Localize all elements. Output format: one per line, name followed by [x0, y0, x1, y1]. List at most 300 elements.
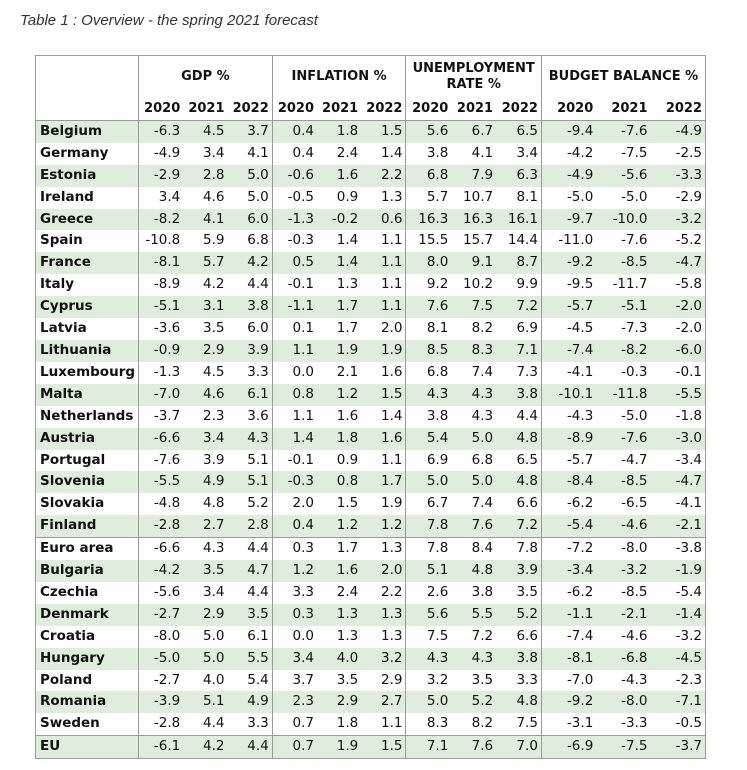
value-cell: 4.4: [247, 583, 269, 600]
value-cell: 4.8: [496, 428, 541, 450]
value-cell: 1.1: [361, 252, 406, 274]
value-cell: -5.0: [621, 407, 648, 424]
value-cell: -8.5: [596, 252, 650, 274]
value-cell: 3.5: [228, 604, 273, 626]
value-cell: 3.1: [183, 296, 227, 318]
value-cell: 1.1: [361, 296, 406, 318]
year-header: 2021: [183, 98, 227, 120]
value-cell: 8.1: [516, 188, 538, 205]
value-cell: -7.6: [139, 450, 184, 472]
value-cell: 3.8: [406, 143, 451, 165]
value-cell: 2.0: [361, 560, 406, 582]
table-row: [36, 538, 706, 560]
value-cell: -9.2: [541, 691, 596, 713]
value-cell: -3.2: [651, 626, 706, 648]
value-cell: -7.4: [541, 340, 596, 362]
value-cell: 2.8: [183, 165, 227, 187]
value-cell: 7.9: [451, 165, 496, 187]
value-cell: 5.0: [406, 471, 451, 493]
value-cell: -0.5: [272, 187, 317, 209]
country-name: France: [36, 252, 139, 274]
value-cell: 7.2: [496, 296, 541, 318]
value-cell: -0.1: [272, 450, 317, 472]
table-row: [36, 713, 706, 735]
value-cell: -9.5: [541, 274, 596, 296]
value-cell: 1.9: [317, 340, 361, 362]
value-cell: 4.4: [203, 715, 225, 732]
value-cell: 0.4: [272, 120, 317, 142]
country-name: Germany: [36, 143, 139, 165]
group-header-unemployment: [406, 56, 541, 99]
value-cell: -3.9: [139, 691, 184, 713]
table-row: [36, 384, 706, 406]
value-cell: 1.5: [361, 120, 406, 142]
value-cell: 4.3: [228, 428, 273, 450]
value-cell: -6.0: [651, 340, 706, 362]
table-row: [36, 340, 706, 362]
value-cell: -5.7: [541, 450, 596, 472]
value-cell: 7.8: [406, 515, 451, 537]
table-row: [36, 406, 706, 428]
value-cell: -8.0: [139, 626, 184, 648]
value-cell: 0.6: [361, 209, 406, 231]
value-cell: -4.6: [621, 627, 648, 644]
country-name: Latvia: [36, 318, 139, 340]
value-cell: 1.3: [361, 538, 406, 560]
table-row: [36, 691, 706, 713]
value-cell: 6.7: [406, 493, 451, 515]
value-cell: 6.9: [516, 320, 538, 337]
value-cell: -2.9: [651, 187, 706, 209]
value-cell: 5.0: [247, 188, 269, 205]
value-cell: 2.7: [183, 515, 227, 537]
value-cell: -4.1: [541, 362, 596, 384]
table-row: [36, 670, 706, 692]
value-cell: -9.2: [541, 252, 596, 274]
table-row: [36, 362, 706, 384]
value-cell: 1.9: [381, 495, 403, 512]
value-cell: 8.3: [451, 340, 496, 362]
value-cell: -3.7: [139, 406, 184, 428]
value-cell: 4.1: [247, 144, 269, 161]
value-cell: 4.3: [406, 384, 451, 406]
value-cell: 4.8: [496, 471, 541, 493]
year-header: 2022: [228, 98, 273, 120]
value-cell: 7.2: [471, 627, 494, 644]
table-row: [36, 143, 706, 165]
value-cell: -2.7: [139, 670, 184, 692]
value-cell: 4.3: [183, 538, 227, 560]
value-cell: 1.1: [381, 715, 403, 732]
value-cell: -6.9: [541, 736, 596, 759]
group-header-gdp: GDP %: [139, 56, 273, 99]
value-cell: 7.0: [496, 736, 541, 759]
value-cell: 0.8: [272, 384, 317, 406]
value-cell: -11.8: [596, 384, 650, 406]
value-cell: 6.7: [451, 120, 496, 142]
value-cell: 5.9: [203, 232, 225, 249]
value-cell: -7.5: [596, 736, 650, 759]
value-cell: -7.2: [541, 538, 596, 560]
value-cell: -3.2: [596, 560, 650, 582]
value-cell: 9.1: [451, 252, 496, 274]
value-cell: 3.5: [516, 583, 538, 600]
country-name: Luxembourg: [36, 362, 139, 384]
value-cell: -4.7: [651, 252, 706, 274]
value-cell: 1.7: [336, 320, 359, 337]
value-cell: 3.5: [203, 320, 225, 337]
value-cell: -2.5: [651, 143, 706, 165]
value-cell: -11.0: [541, 230, 596, 252]
value-cell: 3.4: [516, 144, 538, 161]
value-cell: -8.4: [541, 471, 596, 493]
value-cell: 2.0: [272, 493, 317, 515]
value-cell: 1.6: [336, 407, 359, 424]
value-cell: -6.1: [139, 736, 184, 759]
value-cell: -2.8: [139, 515, 184, 537]
value-cell: 7.6: [451, 736, 496, 759]
value-cell: 1.5: [361, 736, 406, 759]
country-name: Italy: [36, 274, 139, 296]
value-cell: 1.2: [317, 515, 361, 537]
country-name: Austria: [36, 428, 139, 450]
value-cell: -2.9: [139, 165, 184, 187]
value-cell: 3.3: [247, 715, 269, 732]
value-cell: -3.6: [139, 318, 184, 340]
country-name: Poland: [36, 670, 139, 692]
value-cell: -6.3: [139, 120, 184, 142]
value-cell: 4.0: [317, 648, 361, 670]
value-cell: 1.4: [381, 407, 403, 424]
value-cell: -8.1: [139, 252, 184, 274]
value-cell: 1.7: [317, 296, 361, 318]
value-cell: -4.8: [139, 493, 184, 515]
value-cell: 1.4: [317, 252, 361, 274]
year-header: 2020: [139, 98, 184, 120]
value-cell: -4.1: [651, 493, 706, 515]
value-cell: -5.8: [651, 274, 706, 296]
value-cell: 5.0: [451, 471, 496, 493]
value-cell: 2.4: [336, 583, 359, 600]
value-cell: 6.1: [247, 627, 269, 644]
value-cell: -0.1: [651, 362, 706, 384]
value-cell: 1.3: [381, 627, 403, 644]
value-cell: 0.8: [317, 471, 361, 493]
value-cell: -5.1: [596, 296, 650, 318]
value-cell: 5.7: [183, 252, 227, 274]
value-cell: 2.0: [381, 320, 403, 337]
table-row: [36, 165, 706, 187]
value-cell: 5.1: [228, 471, 273, 493]
value-cell: -8.1: [541, 648, 596, 670]
value-cell: -3.4: [651, 450, 706, 472]
country-name: Estonia: [36, 165, 139, 187]
value-cell: -5.5: [651, 384, 706, 406]
value-cell: -6.2: [541, 493, 596, 515]
value-cell: -6.8: [596, 648, 650, 670]
value-cell: -1.4: [651, 604, 706, 626]
country-name: Romania: [36, 691, 139, 713]
value-cell: -7.4: [541, 626, 596, 648]
value-cell: 0.9: [336, 451, 359, 468]
country-name: Hungary: [36, 648, 139, 670]
value-cell: 3.5: [183, 560, 227, 582]
value-cell: -8.5: [596, 471, 650, 493]
value-cell: -2.0: [651, 318, 706, 340]
value-cell: 0.4: [272, 515, 317, 537]
value-cell: 2.9: [317, 691, 361, 713]
value-cell: 6.5: [516, 451, 538, 468]
value-cell: 2.1: [336, 363, 359, 380]
value-cell: 15.7: [463, 232, 494, 249]
value-cell: -7.6: [621, 232, 648, 249]
corner-cell: [36, 56, 139, 99]
value-cell: -4.9: [651, 120, 706, 142]
table-row: [36, 187, 706, 209]
value-cell: 3.3: [247, 363, 269, 380]
value-cell: 5.5: [228, 648, 273, 670]
value-cell: 4.8: [451, 560, 496, 582]
table-row: [36, 560, 706, 582]
table-body: [36, 120, 706, 758]
value-cell: 8.7: [496, 252, 541, 274]
value-cell: -4.9: [139, 143, 184, 165]
value-cell: -7.0: [541, 670, 596, 692]
country-name: Cyprus: [36, 296, 139, 318]
year-header: 2021: [451, 98, 496, 120]
country-name: Euro area: [36, 538, 139, 560]
value-cell: -1.3: [272, 209, 317, 231]
value-cell: 1.1: [272, 340, 317, 362]
value-cell: 3.8: [406, 406, 451, 428]
value-cell: -0.9: [139, 340, 184, 362]
value-cell: -5.7: [541, 296, 596, 318]
value-cell: 1.2: [361, 515, 406, 537]
country-name: Malta: [36, 384, 139, 406]
value-cell: 5.7: [406, 187, 451, 209]
value-cell: 2.4: [336, 144, 359, 161]
value-cell: 3.7: [228, 120, 273, 142]
value-cell: 2.7: [361, 691, 406, 713]
value-cell: 4.2: [228, 252, 273, 274]
value-cell: -4.7: [621, 451, 648, 468]
value-cell: -5.6: [596, 165, 650, 187]
value-cell: 6.8: [406, 362, 451, 384]
country-name: Greece: [36, 209, 139, 231]
country-name: Croatia: [36, 626, 139, 648]
value-cell: 3.8: [496, 648, 541, 670]
country-name: Belgium: [36, 120, 139, 142]
value-cell: 4.4: [247, 276, 269, 293]
value-cell: 6.8: [247, 232, 269, 249]
value-cell: 1.5: [336, 495, 359, 512]
value-cell: 0.1: [272, 318, 317, 340]
value-cell: 5.5: [451, 604, 496, 626]
value-cell: 4.1: [183, 209, 227, 231]
value-cell: -3.3: [621, 715, 648, 732]
table-row: [36, 209, 706, 231]
value-cell: 8.0: [406, 252, 451, 274]
value-cell: 4.3: [451, 384, 496, 406]
value-cell: 5.6: [406, 604, 451, 626]
value-cell: 4.5: [203, 363, 225, 380]
value-cell: 10.2: [463, 276, 494, 293]
value-cell: 3.4: [272, 648, 317, 670]
value-cell: -7.5: [621, 144, 648, 161]
value-cell: 3.3: [516, 671, 538, 688]
country-name: Finland: [36, 515, 139, 537]
value-cell: 7.5: [406, 626, 451, 648]
value-cell: -0.3: [621, 363, 648, 380]
value-cell: 0.0: [272, 362, 317, 384]
value-cell: 5.2: [247, 495, 269, 512]
value-cell: 5.6: [406, 120, 451, 142]
value-cell: 1.8: [336, 715, 359, 732]
value-cell: 8.2: [471, 715, 494, 732]
value-cell: -4.5: [541, 318, 596, 340]
value-cell: 1.6: [361, 428, 406, 450]
value-cell: -3.0: [651, 428, 706, 450]
value-cell: 7.5: [516, 715, 538, 732]
value-cell: 5.0: [406, 691, 451, 713]
value-cell: 4.2: [183, 736, 227, 759]
group-header-inflation: INFLATION %: [272, 56, 406, 99]
value-cell: -5.4: [651, 582, 706, 604]
value-cell: -1.8: [651, 406, 706, 428]
value-cell: 1.8: [317, 120, 361, 142]
value-cell: -11.7: [612, 276, 648, 293]
value-cell: 3.4: [183, 428, 227, 450]
value-cell: 5.4: [406, 428, 451, 450]
value-cell: 3.7: [272, 670, 317, 692]
value-cell: -8.9: [541, 428, 596, 450]
country-name: Slovenia: [36, 471, 139, 493]
value-cell: -2.1: [596, 604, 650, 626]
value-cell: 3.9: [496, 560, 541, 582]
value-cell: 0.9: [336, 188, 359, 205]
value-cell: -5.0: [621, 188, 648, 205]
value-cell: 3.3: [272, 582, 317, 604]
value-cell: -0.5: [651, 713, 706, 735]
value-cell: -4.7: [651, 471, 706, 493]
value-cell: -5.2: [651, 230, 706, 252]
value-cell: 1.4: [381, 144, 403, 161]
value-cell: -1.3: [139, 362, 184, 384]
value-cell: -4.5: [651, 648, 706, 670]
table-row: [36, 230, 706, 252]
value-cell: 16.3: [451, 209, 496, 231]
value-cell: 2.3: [272, 691, 317, 713]
country-name: Netherlands: [36, 406, 139, 428]
value-cell: 8.5: [406, 340, 451, 362]
value-cell: 3.4: [139, 187, 184, 209]
table-row: [36, 296, 706, 318]
value-cell: -8.0: [596, 538, 650, 560]
value-cell: -2.8: [139, 713, 184, 735]
value-cell: 1.4: [336, 232, 359, 249]
value-cell: 3.2: [361, 648, 406, 670]
value-cell: 7.2: [496, 515, 541, 537]
value-cell: 1.2: [317, 384, 361, 406]
year-header: 2021: [317, 98, 361, 120]
value-cell: -8.0: [596, 691, 650, 713]
year-header: 2020: [406, 98, 451, 120]
value-cell: 6.6: [516, 495, 538, 512]
value-cell: -7.0: [139, 384, 184, 406]
table-row: [36, 274, 706, 296]
table-row: [36, 471, 706, 493]
value-cell: 5.0: [451, 428, 496, 450]
value-cell: 9.2: [406, 274, 451, 296]
value-cell: 3.2: [406, 670, 451, 692]
value-cell: -7.3: [621, 320, 648, 337]
value-cell: 1.7: [361, 471, 406, 493]
value-cell: -6.2: [541, 582, 596, 604]
value-cell: -7.1: [651, 691, 706, 713]
value-cell: -1.9: [651, 560, 706, 582]
value-cell: -3.1: [541, 713, 596, 735]
table-row: [36, 515, 706, 537]
value-cell: 1.1: [381, 451, 403, 468]
value-cell: -5.0: [139, 648, 184, 670]
value-cell: 1.7: [317, 538, 361, 560]
value-cell: -10.0: [596, 209, 650, 231]
unemployment-line1: UNEMPLOYMENT: [412, 61, 535, 76]
year-header: 2020: [541, 98, 596, 120]
value-cell: 7.1: [496, 340, 541, 362]
value-cell: -6.6: [139, 428, 184, 450]
value-cell: 4.9: [183, 471, 227, 493]
value-cell: -3.7: [651, 736, 706, 759]
value-cell: 0.3: [272, 604, 317, 626]
value-cell: 5.1: [247, 451, 269, 468]
value-cell: 14.4: [507, 232, 538, 249]
value-cell: 6.8: [471, 451, 494, 468]
value-cell: 4.0: [203, 671, 225, 688]
value-cell: 5.1: [406, 560, 451, 582]
value-cell: 1.6: [317, 165, 361, 187]
value-cell: 0.0: [272, 626, 317, 648]
value-cell: 1.6: [381, 363, 403, 380]
value-cell: 4.6: [183, 384, 227, 406]
value-cell: 4.8: [496, 691, 541, 713]
country-name: Czechia: [36, 582, 139, 604]
value-cell: 4.6: [203, 188, 225, 205]
table-row: [36, 626, 706, 648]
value-cell: 7.4: [471, 363, 494, 380]
value-cell: 15.5: [406, 230, 451, 252]
year-header: 2022: [496, 98, 541, 120]
value-cell: -1.1: [541, 604, 596, 626]
value-cell: 2.2: [381, 583, 403, 600]
value-cell: 5.4: [247, 671, 269, 688]
value-cell: 0.7: [272, 736, 317, 759]
value-cell: 6.6: [516, 627, 538, 644]
value-cell: 1.3: [381, 188, 403, 205]
value-cell: -4.9: [541, 165, 596, 187]
value-cell: 1.5: [361, 384, 406, 406]
value-cell: -6.5: [621, 495, 648, 512]
value-cell: 6.1: [228, 384, 273, 406]
value-cell: 1.3: [336, 276, 359, 293]
value-cell: -3.8: [651, 538, 706, 560]
value-cell: 8.1: [406, 318, 451, 340]
value-cell: 0.5: [272, 252, 317, 274]
value-cell: 7.1: [406, 736, 451, 759]
value-cell: 7.6: [406, 296, 451, 318]
value-cell: -2.3: [651, 670, 706, 692]
value-cell: 4.3: [471, 407, 494, 424]
